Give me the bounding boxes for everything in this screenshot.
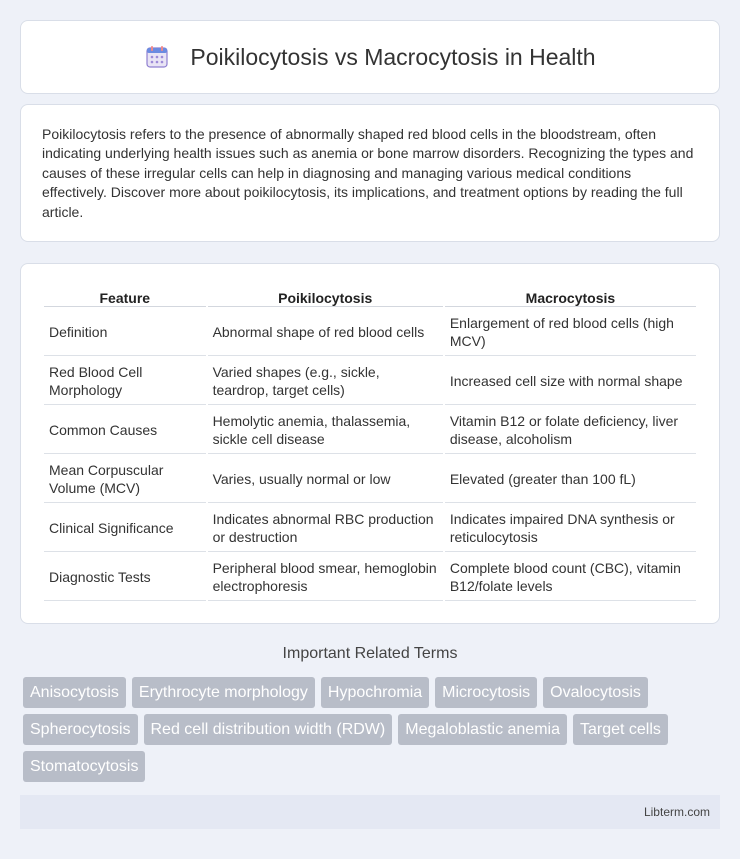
row-poikilocytosis: Varies, usually normal or low [208,456,443,503]
row-poikilocytosis: Varied shapes (e.g., sickle, teardrop, target cells) [208,358,443,405]
row-feature: Diagnostic Tests [44,554,206,601]
footer [20,795,720,829]
footer-site-link[interactable]: Libterm.com [643,805,710,819]
table-row [44,309,696,356]
table-row [44,456,696,503]
row-macrocytosis: Elevated (greater than 100 fL) [445,456,696,503]
term-tag[interactable]: Erythrocyte morphology [132,677,315,708]
row-poikilocytosis: Hemolytic anemia, thalassemia, sickle cell disease [208,407,443,454]
comparison-card [20,263,720,624]
title-card [20,20,720,94]
header-macrocytosis: Macrocytosis [445,286,696,307]
row-feature: Mean Corpuscular Volume (MCV) [44,456,206,503]
term-tag[interactable]: Spherocytosis [23,714,138,745]
term-tag[interactable]: Megaloblastic anemia [398,714,567,745]
term-tag[interactable]: Ovalocytosis [543,677,648,708]
table-row [44,358,696,405]
header-feature: Feature [44,286,206,307]
term-tag[interactable]: Anisocytosis [23,677,126,708]
related-terms-title: Important Related Terms [282,645,458,662]
term-tag[interactable]: Stomatocytosis [23,751,145,782]
table-row [44,505,696,552]
comparison-table [42,284,698,603]
row-poikilocytosis: Peripheral blood smear, hemoglobin electrophoresis [208,554,443,601]
term-tag[interactable]: Microcytosis [435,677,537,708]
term-tag[interactable]: Target cells [573,714,668,745]
row-feature: Definition [44,309,206,356]
row-feature: Red Blood Cell Morphology [44,358,206,405]
row-macrocytosis: Complete blood count (CBC), vitamin B12/folate levels [445,554,696,601]
intro-text: Poikilocytosis refers to the presence of abnormally shaped red blood cells in the bloodstream, often indicating underlying health issues such as anemia or bone marrow disorders. Recognizing the types and causes of these irregular cells can help in diagnosing and managing various medical conditions effectively. Discover more about poikilocytosis, its implications, and treatment options by reading the full article. [42,126,694,220]
row-feature: Clinical Significance [44,505,206,552]
row-macrocytosis: Increased cell size with normal shape [445,358,696,405]
calendar-icon [144,44,170,70]
row-feature: Common Causes [44,407,206,454]
term-tag[interactable]: Hypochromia [321,677,429,708]
row-macrocytosis: Enlargement of red blood cells (high MCV) [445,309,696,356]
row-poikilocytosis: Abnormal shape of red blood cells [208,309,443,356]
table-header-row [44,286,696,307]
row-macrocytosis: Vitamin B12 or folate deficiency, liver disease, alcoholism [445,407,696,454]
page-title: Poikilocytosis vs Macrocytosis in Health [190,43,596,70]
header-poikilocytosis: Poikilocytosis [208,286,443,307]
table-row [44,554,696,601]
table-row [44,407,696,454]
row-poikilocytosis: Indicates abnormal RBC production or destruction [208,505,443,552]
related-terms-list [23,677,723,788]
term-tag[interactable]: Red cell distribution width (RDW) [144,714,393,745]
row-macrocytosis: Indicates impaired DNA synthesis or reticulocytosis [445,505,696,552]
intro-card [20,104,720,242]
